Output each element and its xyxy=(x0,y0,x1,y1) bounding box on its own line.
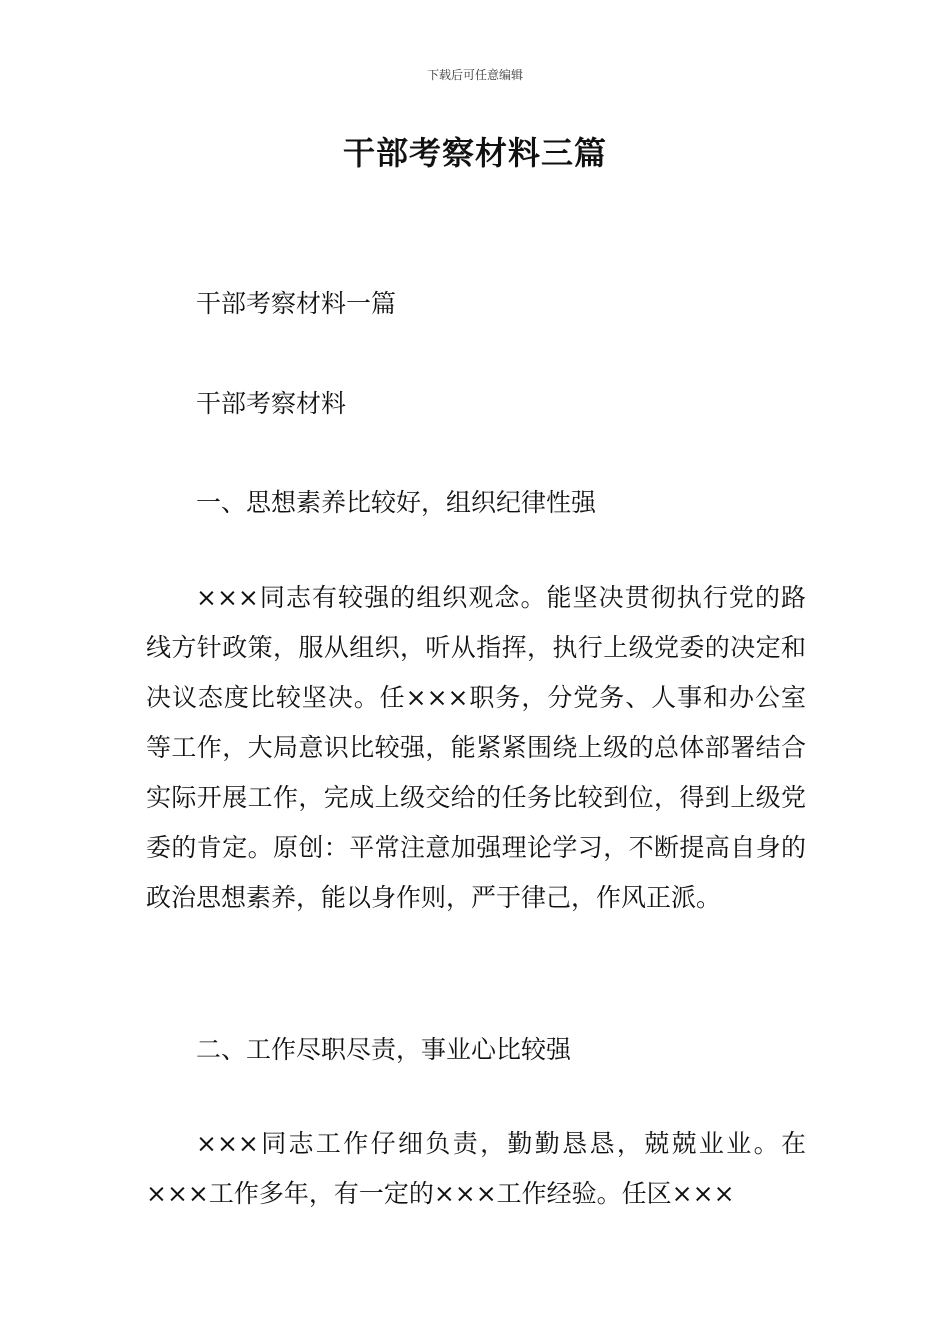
section-1-heading: 一、思想素养比较好，组织纪律性强 xyxy=(196,488,597,517)
section-1-body: ×××同志有较强的组织观念。能坚决贯彻执行党的路线方针政策，服从组织，听从指挥，执行上级党委的决定和决议态度比较坚决。任×××职务，分党务、人事和办公室等工作，大局意识比较强，能紧紧围绕上级的总体部署结合实际开展工作，完成上级交给的任务比较到位，得到上级党委的肯定。原创：平常注意加强理论学习，不断提高自身的政治思想素养，能以身作则，严于律己，作风正派。 xyxy=(146,583,806,912)
header-note: 下载后可任意编辑 xyxy=(426,68,523,82)
document-title: 干部考察材料三篇 xyxy=(342,134,607,172)
subtitle-two: 干部考察材料 xyxy=(196,389,347,418)
section-2-heading: 二、工作尽职尽责，事业心比较强 xyxy=(196,1035,572,1064)
section-2-body: ×××同志工作仔细负责，勤勤恳恳，兢兢业业。在×××工作多年，有一定的×××工作经验。任区××× xyxy=(146,1129,806,1208)
subtitle-one: 干部考察材料一篇 xyxy=(196,289,397,318)
